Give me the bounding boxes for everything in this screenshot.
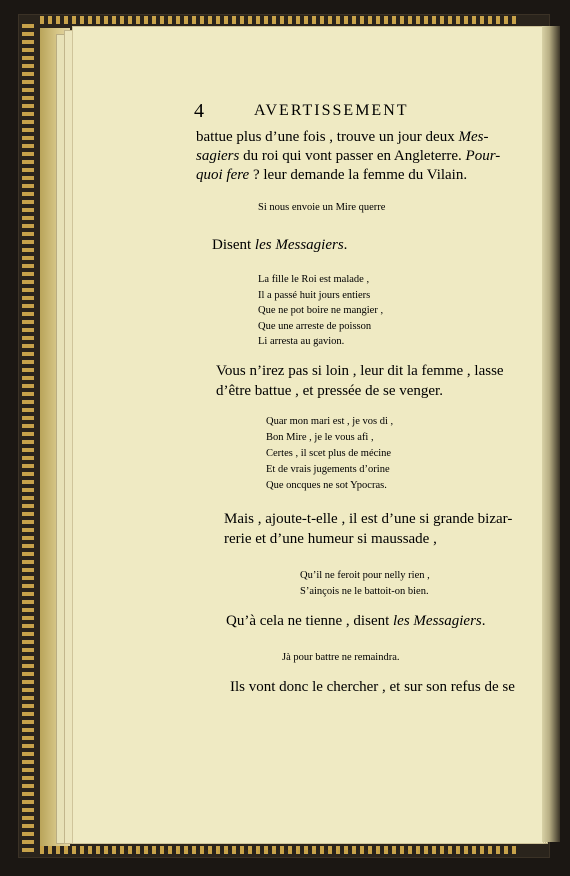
page-header	[194, 100, 534, 126]
verse-line: Certes , il scet plus de mécine	[266, 448, 392, 459]
prose-line	[226, 612, 486, 631]
text-run: Qu’à cela ne tienne , disent	[226, 613, 394, 629]
verse-line: Il a passé huit jours entiers	[258, 289, 371, 301]
text-run: ? leur demande la femme du Vilain.	[249, 167, 468, 183]
verse-line: Que une arreste de poisson	[258, 320, 372, 332]
prose-line	[216, 362, 504, 381]
prose-line	[224, 530, 437, 549]
text-run: du roi qui vont passer en Angleterre.	[239, 148, 466, 164]
text-run: rerie et d’une humeur si maussade ,	[224, 531, 437, 547]
text-run: Vous n’irez pas si loin , leur dit la femme , lasse	[216, 363, 504, 379]
prose-line	[216, 382, 443, 401]
prose-line	[196, 128, 488, 147]
text-run: Ils vont donc le chercher , et sur son refus de se	[230, 679, 515, 695]
italic-text: quoi fere	[196, 167, 250, 183]
prose-line	[196, 166, 467, 185]
binding-decoration-left	[22, 24, 34, 852]
prose-line	[230, 678, 515, 697]
text-run: Mais , ajoute-t-elle , il est d’une si grande bizar-	[224, 511, 513, 527]
verse-line: La fille le Roi est malade ,	[258, 274, 370, 285]
prose-line	[196, 147, 500, 166]
verse-line: Quar mon mari est , je vos di ,	[266, 416, 394, 427]
italic-text: Mes-	[458, 129, 489, 145]
text-run: .	[343, 237, 348, 253]
binding-decoration-top	[40, 16, 518, 24]
binding-decoration-bottom	[40, 846, 518, 854]
verse-line: Li arresta au gavion.	[258, 336, 345, 347]
verse-line: Que oncques ne sot Ypocras.	[266, 480, 387, 491]
running-head: AVERTISSEMENT	[254, 102, 409, 119]
italic-text: Pour-	[465, 148, 501, 164]
verse-line: Qu’il ne feroit pour nelly rien ,	[300, 570, 430, 581]
verse-line: Jà pour battre ne remaindra.	[282, 652, 400, 663]
page-number: 4	[194, 100, 204, 122]
prose-line	[212, 236, 347, 255]
prose-line	[224, 510, 512, 529]
verse-line: Et de vrais jugements d’orine	[266, 464, 390, 475]
text-run: .	[481, 613, 486, 629]
facing-page-edge	[542, 26, 560, 842]
verse-line: Que ne pot boire ne mangier ,	[258, 305, 384, 316]
italic-text: les Messagiers	[393, 613, 482, 629]
verse-line: Si nous envoie un Mire querre	[258, 202, 386, 213]
verse-line: S’ainçois ne le battoit-on bien.	[300, 586, 429, 597]
italic-text: sagiers	[196, 148, 240, 164]
italic-text: les Messagiers	[254, 237, 344, 253]
text-run: Disent	[212, 237, 255, 253]
text-run: d’être battue , et pressée de se venger.	[216, 383, 443, 399]
verse-line: Bon Mire , je le vous afi ,	[266, 432, 374, 443]
text-run: battue plus d’une fois , trouve un jour deux	[196, 129, 459, 145]
